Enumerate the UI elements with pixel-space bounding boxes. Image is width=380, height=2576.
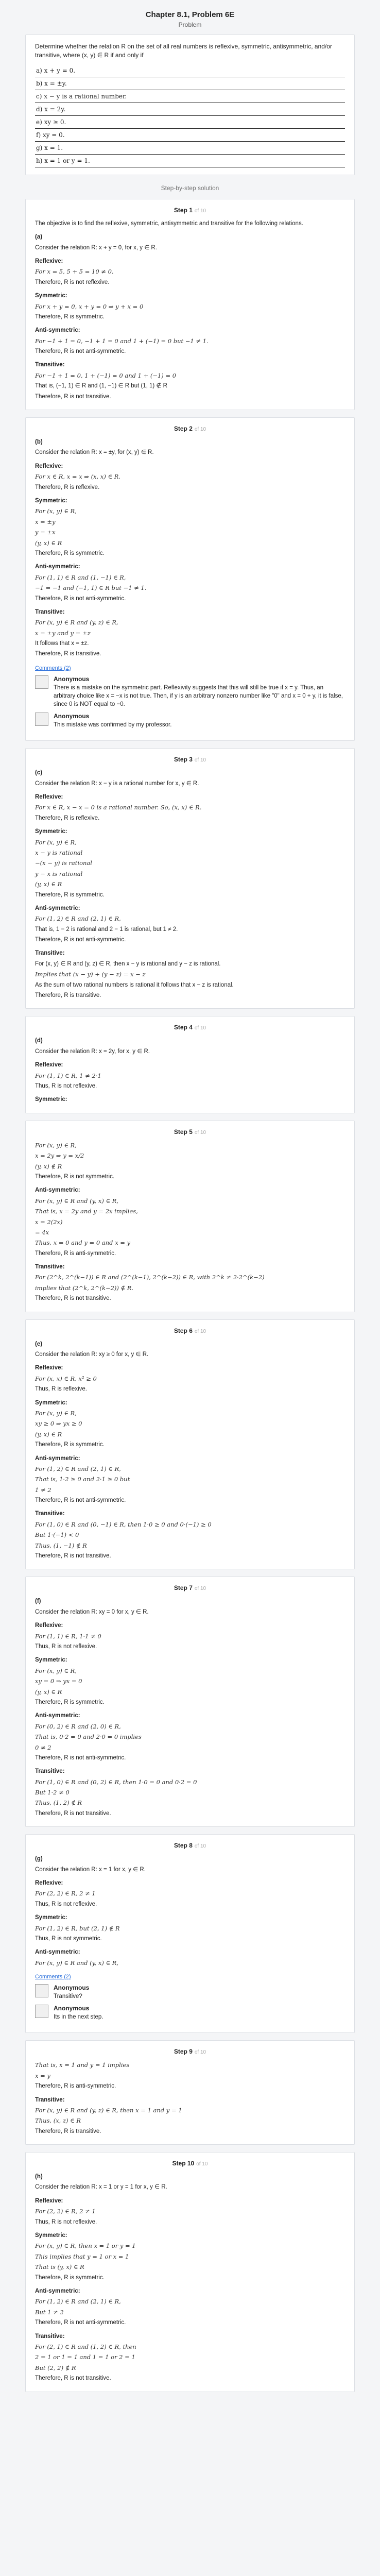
step-card — [25, 1121, 355, 1312]
step-title: Step 2 — [174, 425, 193, 433]
math-line: For (2, 1) ∈ R and (1, 2) ∈ R, then — [35, 2343, 136, 2350]
comment — [35, 675, 345, 708]
section-label: Transitive: — [35, 362, 65, 368]
step-hint: of 10 — [194, 757, 206, 764]
text-line: For (x, y) ∈ R and (y, z) ∈ R, then x − y is rational and y − z is rational. — [35, 960, 221, 967]
math-line: 2 = 1 or 1 = 1 and 1 = 1 or 2 = 1 — [35, 2353, 135, 2361]
step-hint: of 10 — [194, 427, 206, 433]
math-line: Implies that (x − y) + (y − z) = x − z — [35, 971, 146, 978]
page — [25, 0, 355, 2420]
avatar — [35, 675, 48, 689]
step-card — [25, 199, 355, 410]
text-line: Therefore, R is not anti-symmetric. — [35, 595, 126, 602]
text-line: Therefore, R is not reflexive. — [35, 279, 110, 285]
step-title: Step 6 — [174, 1327, 193, 1334]
math-line: For (1, 0) ∈ R and (0, −1) ∈ R, then 1·0 ≥ 0 and 0·(−1) ≥ 0 — [35, 1520, 212, 1528]
text-line: It follows that x = ±z. — [35, 640, 89, 647]
step-hint: of 10 — [194, 1843, 206, 1850]
step-title: Step 1 — [174, 206, 193, 214]
section-label: Anti-symmetric: — [35, 905, 80, 911]
text-line: Therefore, R is symmetric. — [35, 550, 105, 556]
steps-container — [25, 199, 355, 2392]
section-label: (a) — [35, 234, 43, 241]
math-line: For (1, 1) ∈ R, 1 ≠ 2·1 — [35, 1072, 101, 1079]
math-line: For (x, y) ∈ R, — [35, 1409, 77, 1417]
section-label: Transitive: — [35, 2333, 65, 2340]
math-line: (y, x) ∉ R — [35, 1162, 62, 1170]
math-line: For (2, 2) ∈ R, 2 ≠ 1 — [35, 1890, 96, 1897]
text-line: Consider the relation R: x = 1 or y = 1 for x, y ∈ R. — [35, 2184, 167, 2191]
step-card — [25, 1834, 355, 2033]
math-line: Thus, (1, −1) ∉ R — [35, 1541, 87, 1549]
text-line: Consider the relation R: x = ±y, for (x, y) ∈ R. — [35, 449, 154, 456]
math-line: x = y — [35, 2072, 50, 2079]
math-line: xy ≥ 0 ⇒ yx ≥ 0 — [35, 1420, 82, 1428]
math-line: That is, x = 2y and y = 2x implies, — [35, 1208, 138, 1215]
step-hint: of 10 — [196, 2161, 208, 2167]
section-label: Anti-symmetric: — [35, 327, 80, 334]
math-line: That is, 1·2 ≥ 0 and 2·1 ≥ 0 but — [35, 1476, 130, 1483]
text-line: Therefore, R is symmetric. — [35, 2274, 105, 2281]
step-card — [25, 2040, 355, 2145]
math-line: 0 ≠ 2 — [35, 1743, 51, 1751]
math-line: For −1 + 1 = 0, −1 + 1 = 0 and 1 + (−1) = 0 but −1 ≠ 1. — [35, 337, 209, 345]
section-label: Symmetric: — [35, 828, 67, 835]
math-line: Thus, x = 0 and y = 0 and x = y — [35, 1239, 131, 1247]
text-line: Therefore, R is transitive. — [35, 651, 101, 657]
step-title: Step 10 — [172, 2160, 195, 2167]
text-line: Thus, R is not reflexive. — [35, 2218, 97, 2225]
comments-link[interactable]: Comments (2) — [35, 665, 71, 671]
text-line: Consider the relation R: xy ≥ 0 for x, y ∈ R. — [35, 1351, 149, 1358]
math-line: y − x is rational — [35, 870, 83, 877]
section-label: Symmetric: — [35, 497, 67, 504]
problem-item: f) xy = 0. — [35, 129, 345, 142]
math-line: (y, x) ∈ R — [35, 539, 62, 547]
step-header — [35, 1327, 345, 1334]
text-line: Therefore, R is not anti-symmetric. — [35, 937, 126, 943]
text-line: Therefore, R is reflexive. — [35, 815, 100, 821]
text-line: Therefore, R is transitive. — [35, 2128, 101, 2134]
text-line: As the sum of two rational numbers is rational it follows that x − z is rational. — [35, 981, 234, 988]
comment-author: Anonymous — [54, 2005, 90, 2012]
solution-divider: Step-by-step solution — [161, 184, 219, 192]
math-line: Thus, (x, z) ∈ R — [35, 2117, 81, 2125]
text-line: Therefore, R is anti-symmetric. — [35, 2083, 116, 2090]
section-label: Reflexive: — [35, 794, 63, 800]
problem-card — [25, 35, 355, 175]
comment-text: Transitive? — [54, 1993, 82, 2000]
math-line: For x = 5, 5 + 5 = 10 ≠ 0. — [35, 268, 114, 276]
math-line: For (1, 2) ∈ R and (2, 1) ∈ R, — [35, 1465, 121, 1472]
step-title: Step 8 — [174, 1842, 193, 1850]
math-line: For (x, y) ∈ R and (y, x) ∈ R, — [35, 1197, 118, 1205]
step-header — [35, 756, 345, 763]
math-line: For x + y = 0, x + y = 0 ⇒ y + x = 0 — [35, 302, 144, 310]
math-line: But 1·(−1) < 0 — [35, 1531, 79, 1539]
comments-link[interactable]: Comments (2) — [35, 1974, 71, 1980]
step-title: Step 5 — [174, 1128, 193, 1136]
section-label: Reflexive: — [35, 1365, 63, 1371]
section-label: (h) — [35, 2174, 43, 2180]
section-label: Anti-symmetric: — [35, 564, 80, 570]
math-line: For (1, 1) ∈ R, 1·1 ≠ 0 — [35, 1632, 101, 1640]
math-line: x = ±y — [35, 518, 56, 526]
math-line: For −1 + 1 = 0, 1 + (−1) = 0 and 1 + (−1) = 0 — [35, 371, 177, 379]
text-line: Thus, R is reflexive. — [35, 1386, 87, 1393]
step-header — [35, 1128, 345, 1136]
text-line: Consider the relation R: x − y is a rational number for x, y ∈ R. — [35, 780, 199, 787]
section-label: Anti-symmetric: — [35, 1713, 80, 1719]
step-card — [25, 2152, 355, 2392]
math-line: For x ∈ R, x − x = 0 is a rational number. So, (x, x) ∈ R. — [35, 804, 202, 811]
section-label: (c) — [35, 770, 43, 776]
math-line: But (2, 2) ∉ R — [35, 2364, 76, 2371]
math-line: implies that (2^k, 2^(k−2)) ∉ R. — [35, 1284, 134, 1292]
comment — [35, 2005, 345, 2021]
text-line: Therefore, R is not anti-symmetric. — [35, 2319, 126, 2326]
problem-item: b) x = ±y. — [35, 77, 345, 90]
math-line: x − y is rational — [35, 849, 83, 856]
comment — [35, 1984, 345, 2001]
math-line: For (1, 2) ∈ R and (2, 1) ∈ R, — [35, 2298, 121, 2306]
page-subtitle: Problem — [178, 21, 202, 28]
comment-author: Anonymous — [54, 1984, 90, 1992]
math-line: That is (y, x) ∈ R — [35, 2263, 84, 2271]
math-line: For (1, 1) ∈ R and (1, −1) ∈ R, — [35, 573, 126, 581]
math-line: For (x, y) ∈ R, — [35, 1141, 77, 1149]
section-label: Reflexive: — [35, 258, 63, 264]
section-label: Anti-symmetric: — [35, 1949, 80, 1956]
section-label: Symmetric: — [35, 1914, 67, 1921]
math-line: For (x, y) ∈ R and (y, z) ∈ R, — [35, 619, 118, 626]
text-line: Therefore, R is not anti-symmetric. — [35, 348, 126, 355]
section-label: Reflexive: — [35, 2197, 63, 2204]
comment-body — [54, 713, 171, 729]
step-card — [25, 417, 355, 741]
math-line: (y, x) ∈ R — [35, 1688, 62, 1696]
section-label: Symmetric: — [35, 293, 67, 299]
section-label: (e) — [35, 1341, 43, 1347]
comment-text: This mistake was confirmed by my professor. — [54, 722, 172, 728]
problem-item: h) x = 1 or y = 1. — [35, 155, 345, 167]
step-header — [35, 2048, 345, 2055]
section-label: Anti-symmetric: — [35, 1187, 80, 1194]
math-line: x = 2(2x) — [35, 1218, 63, 1226]
math-line: This implies that y = 1 or x = 1 — [35, 2252, 129, 2260]
comment-text: There is a mistake on the symmetric part. Reflexivity suggests that this will still be true if x = y. Thus, an arbitrary choice like x = −x is not true. Then, if y is an arbitrary nonzero number like "0" and x = 0 + y, it is false, since 0 is NOT equal to −0. — [54, 684, 343, 708]
step-hint: of 10 — [194, 2049, 206, 2056]
math-line: = 4x — [35, 1228, 49, 1236]
step-card — [25, 748, 355, 1009]
math-line: For (x, y) ∈ R and (y, z) ∈ R, then x = 1 and y = 1 — [35, 2106, 182, 2114]
text-line: Therefore, R is not symmetric. — [35, 1173, 115, 1180]
math-line: For (2^k, 2^(k−1)) ∈ R and (2^(k−1), 2^(k−2)) ∈ R, with 2^k ≠ 2·2^(k−2) — [35, 1274, 265, 1281]
step-title: Step 9 — [174, 2048, 193, 2056]
math-line: 1 ≠ 2 — [35, 1486, 51, 1494]
section-label: Symmetric: — [35, 2232, 67, 2239]
step-hint: of 10 — [194, 1586, 206, 1592]
text-line: Consider the relation R: x = 1 for x, y ∈ R. — [35, 1866, 146, 1873]
math-line: For (x, y) ∈ R, — [35, 507, 77, 515]
text-line: Therefore, R is symmetric. — [35, 891, 105, 898]
math-line: (y, x) ∈ R — [35, 880, 62, 888]
comment-author: Anonymous — [54, 713, 90, 720]
problem-item: d) x = 2y. — [35, 103, 345, 116]
comment-text: Its in the next step. — [54, 2014, 103, 2021]
step-title: Step 3 — [174, 756, 193, 764]
comment — [35, 713, 345, 729]
section-label: Symmetric: — [35, 1657, 67, 1664]
problem-text: Determine whether the relation R on the set of all real numbers is reflexive, symmetric, antisymmetric, and/or transitive, where (x, y) ∈ R if and only if — [35, 43, 332, 59]
step-header — [35, 1842, 345, 1849]
text-line: Therefore, R is not transitive. — [35, 2375, 111, 2382]
section-label: Transitive: — [35, 1264, 65, 1270]
text-line: Therefore, R is symmetric. — [35, 1442, 105, 1448]
math-line: For (1, 2) ∈ R and (2, 1) ∈ R, — [35, 915, 121, 923]
problem-item: g) x = 1. — [35, 142, 345, 155]
math-line: For (1, 0) ∈ R and (0, 2) ∈ R, then 1·0 = 0 and 0·2 = 0 — [35, 1778, 197, 1786]
comment-author: Anonymous — [54, 675, 90, 683]
text-line: Therefore, R is not transitive. — [35, 1295, 111, 1302]
step-header — [35, 425, 345, 432]
math-line: For (x, x) ∈ R, x² ≥ 0 — [35, 1375, 97, 1382]
math-line: −1 = −1 and (−1, 1) ∈ R but −1 ≠ 1. — [35, 584, 147, 592]
section-label: Transitive: — [35, 1768, 65, 1775]
math-line: For (x, y) ∈ R and (y, x) ∈ R, — [35, 1959, 118, 1967]
math-line: That is, 0·2 = 0 and 2·0 = 0 implies — [35, 1733, 142, 1741]
text-line: That is, 1 − 2 is rational and 2 − 1 is rational, but 1 ≠ 2. — [35, 926, 178, 933]
step-header — [35, 1024, 345, 1031]
step-card — [25, 1319, 355, 1570]
section-label: (d) — [35, 1038, 43, 1044]
step-header — [35, 1584, 345, 1591]
text-line: Therefore, R is not anti-symmetric. — [35, 1497, 126, 1504]
section-label: Reflexive: — [35, 1622, 63, 1629]
text-line: Therefore, R is symmetric. — [35, 313, 105, 320]
math-line: For (2, 2) ∈ R, 2 ≠ 1 — [35, 2208, 96, 2215]
problem-item: a) x + y = 0. — [35, 64, 345, 77]
section-label: Anti-symmetric: — [35, 2287, 80, 2294]
text-line: Therefore, R is not transitive. — [35, 1553, 111, 1560]
math-line: That is, x = 1 and y = 1 implies — [35, 2061, 130, 2069]
math-line: For (0, 2) ∈ R and (2, 0) ∈ R, — [35, 1722, 121, 1730]
math-line: For x ∈ R, x = x ⇒ (x, x) ∈ R. — [35, 473, 120, 481]
text-line: That is, (−1, 1) ∈ R and (1, −1) ∈ R but (1, 1) ∉ R — [35, 383, 167, 389]
text-line: Therefore, R is anti-symmetric. — [35, 1250, 116, 1257]
text-line: Therefore, R is not transitive. — [35, 393, 111, 400]
text-line: Consider the relation R: xy = 0 for x, y ∈ R. — [35, 1608, 149, 1615]
section-label: (b) — [35, 439, 43, 446]
comment-body — [54, 675, 345, 708]
problem-item: e) xy ≥ 0. — [35, 116, 345, 129]
math-line: xy = 0 ⇒ yx = 0 — [35, 1677, 82, 1685]
step-hint: of 10 — [194, 1328, 206, 1334]
comment-body — [54, 1984, 89, 2001]
section-label: (f) — [35, 1598, 41, 1605]
text-line: Thus, R is not symmetric. — [35, 1935, 102, 1942]
text-line: The objective is to find the reflexive, symmetric, antisymmetric and transitive for the following relations. — [35, 220, 303, 227]
section-label: Transitive: — [35, 608, 65, 615]
math-line: x = ±y and y = ±z — [35, 629, 91, 637]
math-line: For (1, 2) ∈ R, but (2, 1) ∉ R — [35, 1924, 120, 1932]
step-header — [35, 2160, 345, 2167]
problem-items — [35, 64, 345, 167]
step-title: Step 4 — [174, 1024, 193, 1031]
avatar — [35, 2005, 48, 2018]
text-line: Therefore, R is transitive. — [35, 992, 101, 999]
step-hint: of 10 — [194, 1129, 206, 1136]
avatar — [35, 713, 48, 726]
math-line: y = ±x — [35, 529, 56, 536]
math-line: x = 2y ⇒ y = x/2 — [35, 1152, 84, 1160]
text-line: Consider the relation R: x + y = 0, for x, y ∈ R. — [35, 244, 157, 251]
section-label: Transitive: — [35, 1511, 65, 1517]
section-label: Reflexive: — [35, 1880, 63, 1887]
text-line: Thus, R is not reflexive. — [35, 1901, 97, 1907]
problem-item: c) x − y is a rational number. — [35, 90, 345, 103]
text-line: Therefore, R is not anti-symmetric. — [35, 1754, 126, 1761]
page-title: Chapter 8.1, Problem 6E — [145, 10, 235, 19]
text-line: Therefore, R is reflexive. — [35, 484, 100, 490]
math-line: But 1·2 ≠ 0 — [35, 1789, 70, 1797]
section-label: Anti-symmetric: — [35, 1455, 80, 1462]
section-label: (g) — [35, 1856, 43, 1862]
text-line: Consider the relation R: x = 2y, for x, y ∈ R. — [35, 1048, 150, 1055]
math-line: (y, x) ∈ R — [35, 1430, 62, 1438]
text-line: Therefore, R is symmetric. — [35, 1699, 105, 1705]
step-hint: of 10 — [194, 208, 206, 214]
text-line: Thus, R is not reflexive. — [35, 1082, 97, 1089]
section-label: Transitive: — [35, 950, 65, 957]
section-label: Reflexive: — [35, 1062, 63, 1069]
section-label: Symmetric: — [35, 1399, 67, 1406]
step-header — [35, 207, 345, 214]
math-line: Thus, (1, 2) ∉ R — [35, 1799, 82, 1807]
comment-body — [54, 2005, 103, 2021]
avatar — [35, 1984, 48, 1997]
math-line: But 1 ≠ 2 — [35, 2308, 64, 2316]
section-label: Transitive: — [35, 2096, 65, 2103]
math-line: −(x − y) is rational — [35, 859, 92, 867]
math-line: For (x, y) ∈ R, — [35, 838, 77, 846]
step-hint: of 10 — [194, 1025, 206, 1031]
step-card — [25, 1016, 355, 1113]
math-line: For (x, y) ∈ R, — [35, 1667, 77, 1674]
step-title: Step 7 — [174, 1584, 193, 1592]
section-label: Symmetric: — [35, 1096, 67, 1103]
text-line: Therefore, R is not transitive. — [35, 1810, 111, 1817]
step-card — [25, 1577, 355, 1827]
section-label: Reflexive: — [35, 463, 63, 469]
text-line: Thus, R is not reflexive. — [35, 1643, 97, 1650]
math-line: For (x, y) ∈ R, then x = 1 or y = 1 — [35, 2242, 136, 2250]
